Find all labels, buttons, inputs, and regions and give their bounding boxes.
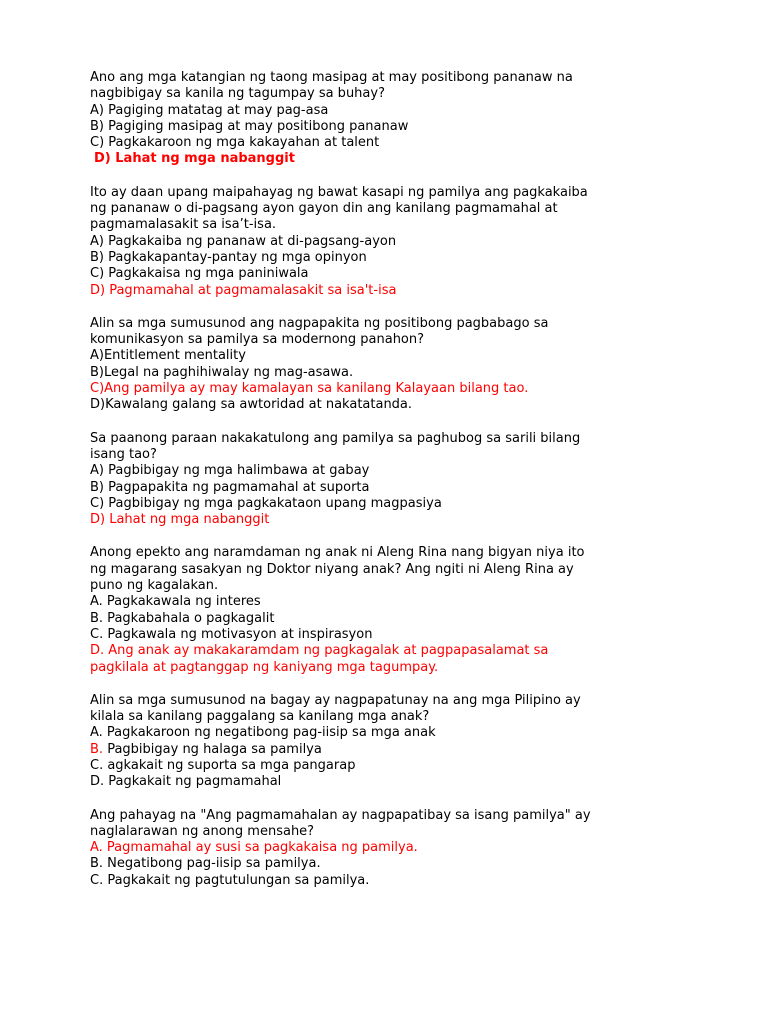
- question-5-option-d-line-1: D. Ang anak ay makakaramdam ng pagkagalak at pagpapasalamat sa: [90, 643, 549, 659]
- question-1: [90, 70, 700, 168]
- question-3-option-b: B)Legal na paghihiwalay ng mag-asawa.: [90, 364, 354, 380]
- question-7-line-2: naglalarawan ng anong mensahe?: [90, 823, 315, 839]
- question-5-text: [90, 545, 700, 594]
- question-5: [90, 545, 700, 675]
- question-4-option-b: B) Pagpapakita ng pagmamahal at suporta: [90, 479, 370, 495]
- question-2-line-2: ng pananaw o di-pagsang ayon gayon din ang kanilang pagmamahal at: [90, 201, 558, 217]
- question-3-line-2: komunikasyon sa pamilya sa modernong panahon?: [90, 332, 425, 348]
- question-5-option-b: B. Pagkabahala o pagkagalit: [90, 610, 275, 626]
- question-3-text: [90, 316, 700, 349]
- question-3-line-1: Alin sa mga sumusunod ang nagpapakita ng positibong pagbabago sa: [90, 315, 549, 331]
- quiz-document: [90, 70, 700, 906]
- question-1-line-1: Ano ang mga katangian ng taong masipag at may positibong pananaw na: [90, 70, 573, 85]
- question-5-line-2: ng magarang sasakyan ng Doktor niyang anak? Ang ngiti ni Aleng Rina ay: [90, 561, 574, 577]
- question-4-text: [90, 431, 700, 464]
- question-6-text: [90, 693, 700, 726]
- question-1-option-c: C) Pagkakaroon ng mga kakayahan at talent: [90, 135, 380, 151]
- question-6: [90, 693, 700, 791]
- question-7-option-c: C. Pagkakait ng pagtutulungan sa pamilya.: [90, 872, 370, 888]
- question-1-line-2: nagbibigay sa kanila ng tagumpay sa buhay?: [90, 86, 385, 102]
- question-5-option-d-answer: [90, 643, 700, 676]
- question-3-option-a: A)Entitlement mentality: [90, 348, 246, 364]
- question-3-option-d: D)Kawalang galang sa awtoridad at nakatatanda.: [90, 397, 413, 413]
- question-7-option-a-answer: A. Pagmamahal ay susi sa pagkakaisa ng pamilya.: [90, 840, 418, 856]
- question-7: [90, 808, 700, 889]
- question-4: [90, 431, 700, 529]
- question-2: [90, 185, 700, 299]
- question-1-text: [90, 70, 700, 103]
- question-6-line-2: kilala sa kanilang paggalang sa kanilang mga anak?: [90, 709, 430, 725]
- question-6-option-b-answer: [90, 742, 700, 758]
- question-2-option-d-answer: D) Pagmamahal at pagmamalasakit sa isa't-isa: [90, 282, 397, 298]
- question-2-option-c: C) Pagkakaisa ng mga paniniwala: [90, 266, 309, 282]
- question-2-line-3: pagmamalasakit sa isa’t-isa.: [90, 217, 277, 233]
- question-5-line-3: puno ng kagalakan.: [90, 578, 219, 594]
- question-5-option-c: C. Pagkawala ng motivasyon at inspirasyon: [90, 626, 373, 642]
- question-2-line-1: Ito ay daan upang maipahayag ng bawat kasapi ng pamilya ang pagkakaiba: [90, 184, 588, 200]
- question-6-option-b-text: Pagbibigay ng halaga sa pamilya: [103, 741, 322, 757]
- question-4-option-a: A) Pagbibigay ng mga halimbawa at gabay: [90, 463, 370, 479]
- question-4-line-2: isang tao?: [90, 446, 157, 462]
- question-2-text: [90, 185, 700, 234]
- question-1-option-a: A) Pagiging matatag at may pag-asa: [90, 102, 329, 118]
- question-1-option-b: B) Pagiging masipag at may positibong pananaw: [90, 118, 409, 134]
- question-6-option-a: A. Pagkakaroon ng negatibong pag-iisip sa mga anak: [90, 725, 436, 741]
- question-2-option-b: B) Pagkakapantay-pantay ng mga opinyon: [90, 249, 367, 265]
- question-4-option-d-answer: D) Lahat ng mga nabanggit: [90, 512, 270, 528]
- question-7-text: [90, 808, 700, 841]
- question-5-option-a: A. Pagkakawala ng interes: [90, 594, 261, 610]
- question-5-line-1: Anong epekto ang naramdaman ng anak ni Aleng Rina nang bigyan niya ito: [90, 545, 585, 561]
- question-6-option-d: D. Pagkakait ng pagmamahal: [90, 774, 282, 790]
- question-4-line-1: Sa paanong paraan nakakatulong ang pamilya sa paghubog sa sarili bilang: [90, 430, 581, 446]
- question-7-line-1: Ang pahayag na "Ang pagmamahalan ay nagpapatibay sa isang pamilya" ay: [90, 807, 591, 823]
- question-2-option-a: A) Pagkakaiba ng pananaw at di-pagsang-ayon: [90, 233, 397, 249]
- question-6-option-c: C. agkakait ng suporta sa mga pangarap: [90, 757, 356, 773]
- question-3-option-c-answer: C)Ang pamilya ay may kamalayan sa kanilang Kalayaan bilang tao.: [90, 381, 529, 397]
- question-7-option-b: B. Negatibong pag-iisip sa pamilya.: [90, 856, 321, 872]
- question-1-option-d-answer: D) Lahat ng mga nabanggit: [94, 151, 295, 167]
- question-6-line-1: Alin sa mga sumusunod na bagay ay nagpapatunay na ang mga Pilipino ay: [90, 692, 581, 708]
- question-5-option-d-line-2: pagkilala at pagtanggap ng kaniyang mga tagumpay.: [90, 659, 439, 675]
- question-4-option-c: C) Pagbibigay ng mga pagkakataon upang magpasiya: [90, 495, 442, 511]
- question-3: [90, 316, 700, 414]
- question-6-option-b-letter: B.: [90, 741, 104, 757]
